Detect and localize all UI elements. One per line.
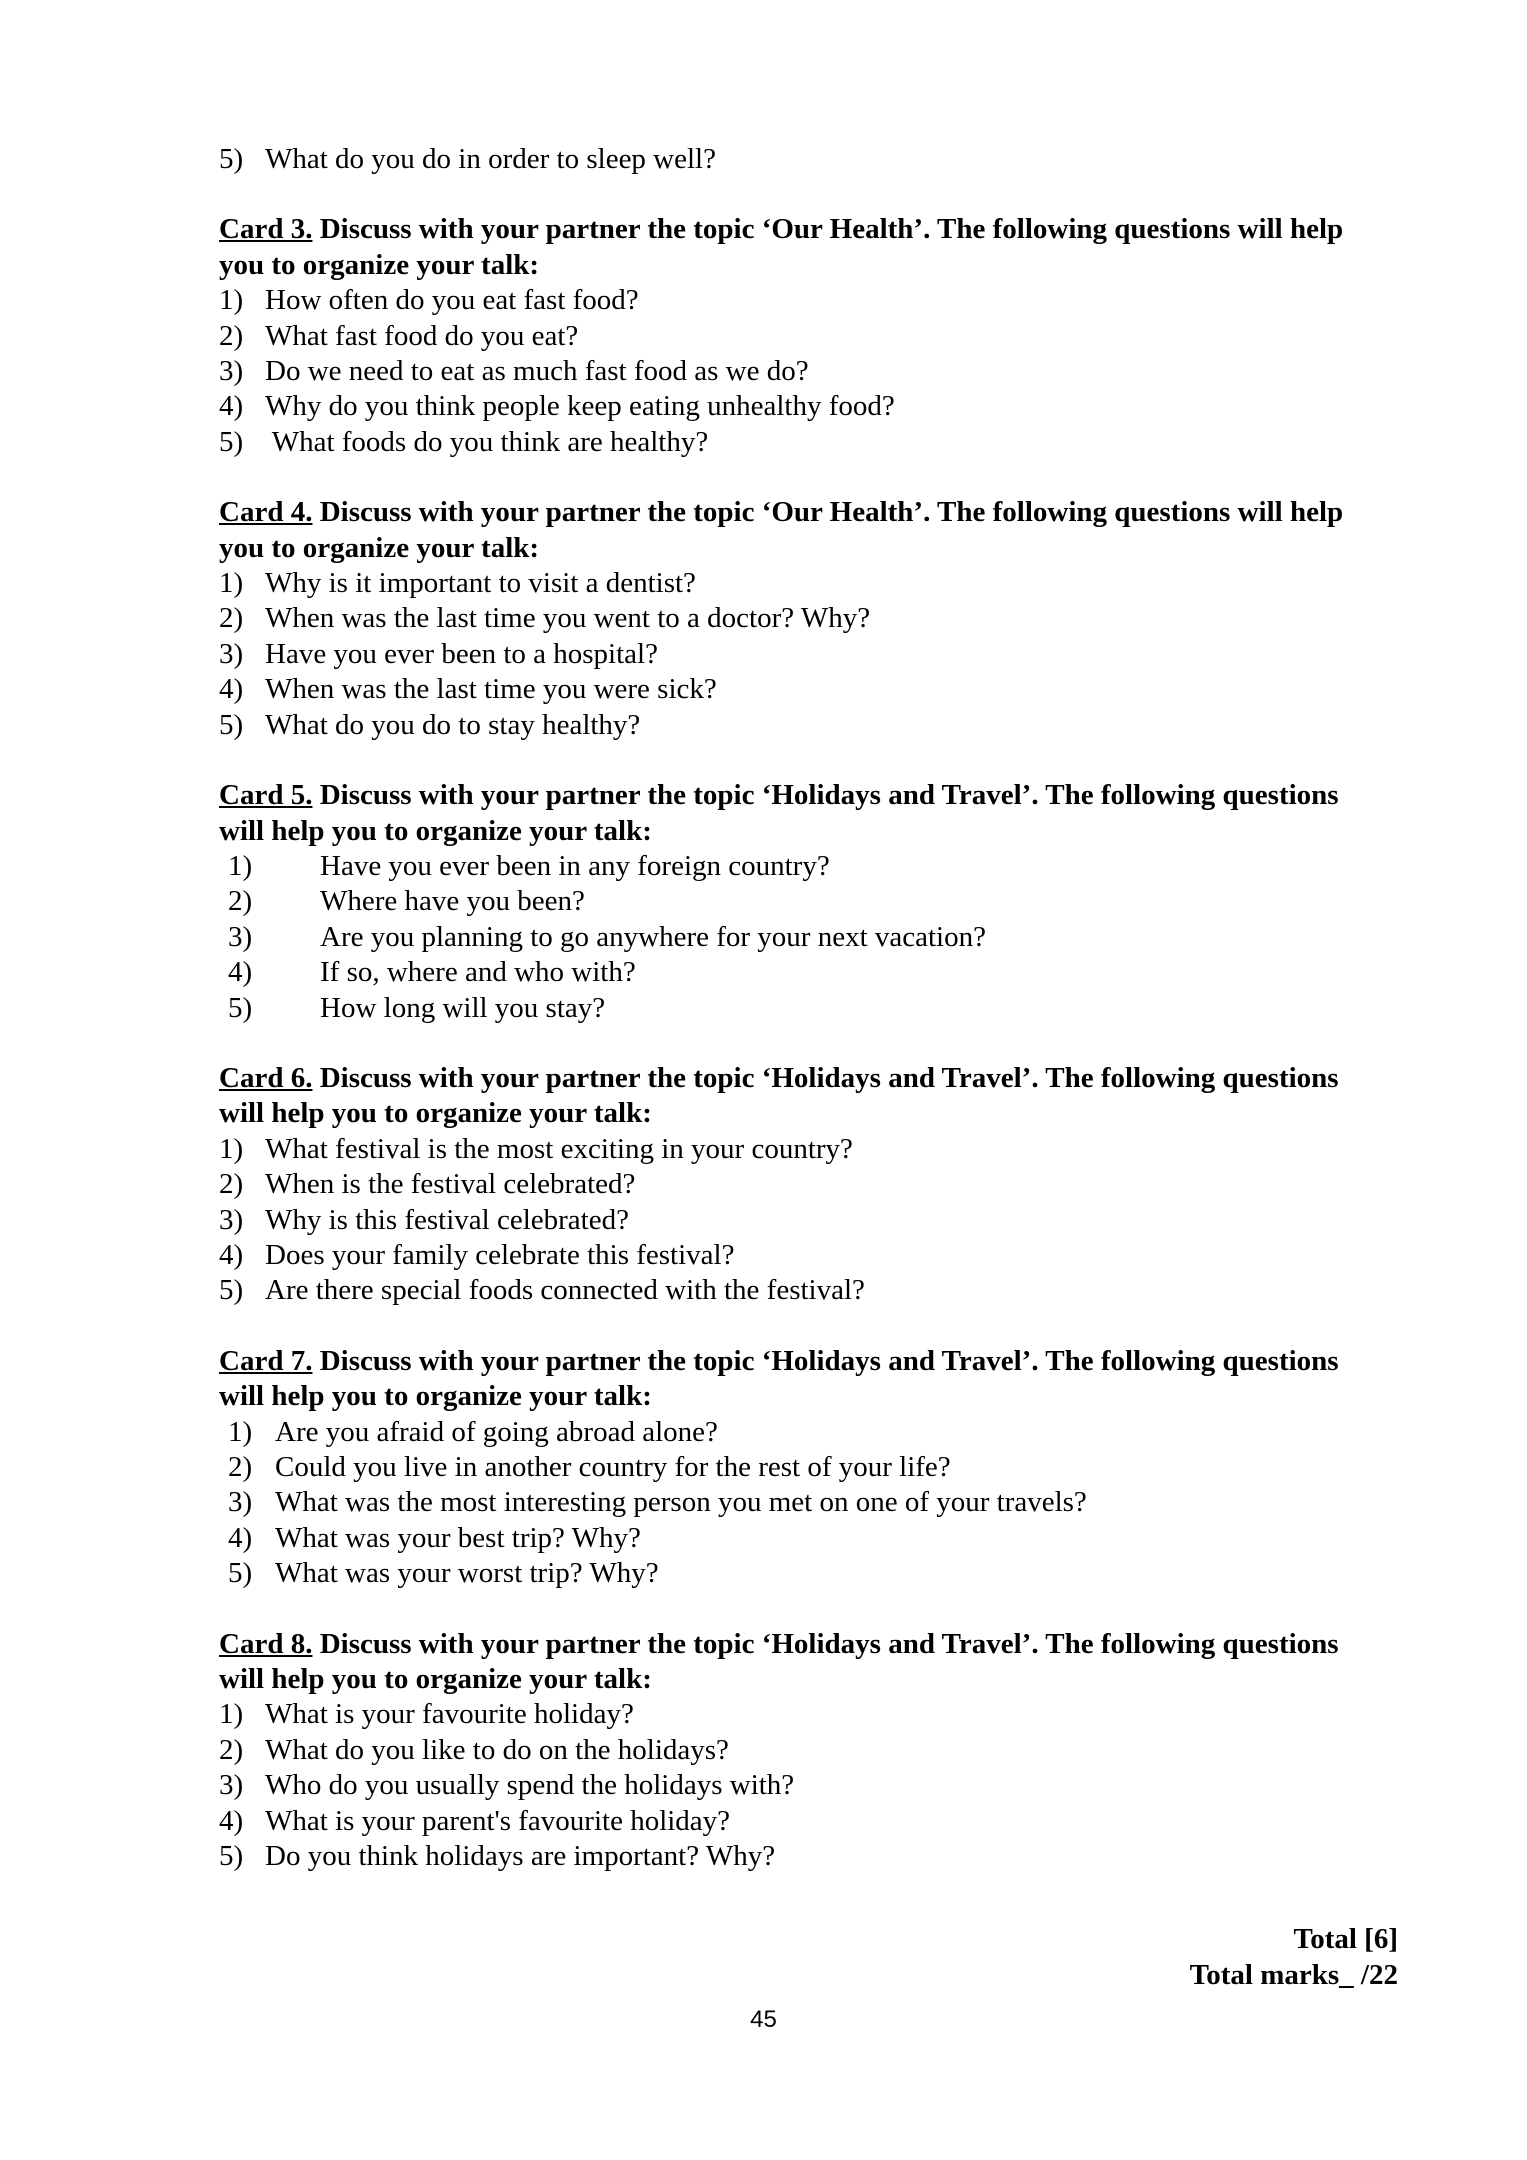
- question-number: 3): [228, 1486, 253, 1519]
- question-text: Could you live in another country for the rest of your life?: [275, 1451, 951, 1483]
- question-text: What was your best trip? Why?: [275, 1521, 641, 1554]
- question-text: What is your parent's favourite holiday?: [265, 1804, 731, 1837]
- question-text: When was the last time you were sick?: [265, 673, 717, 706]
- question-number: 1): [228, 1415, 253, 1448]
- question-text: Are there special foods connected with the festival?: [265, 1274, 865, 1307]
- question-number: 2): [228, 1451, 253, 1483]
- card-8: [219, 1627, 1415, 1875]
- card-label: Card 6.: [219, 1061, 313, 1094]
- question-number: 5): [228, 1557, 253, 1590]
- card-label: Card 3.: [219, 213, 313, 246]
- question-item: [219, 637, 1415, 672]
- card-heading-line1: Discuss with your partner the topic ‘Holidays and Travel’. The following questions: [312, 1061, 1339, 1094]
- question-item: [219, 991, 1415, 1026]
- card-heading-line1: Discuss with your partner the topic ‘Our Health’. The following questions will help: [312, 496, 1344, 529]
- question-item: [219, 1273, 1415, 1308]
- card-5: [219, 778, 1415, 1026]
- document-body: [219, 142, 1415, 1874]
- question-text: What fast food do you eat?: [265, 319, 579, 352]
- question-text: What festival is the most exciting in your country?: [265, 1132, 853, 1165]
- question-text: Where have you been?: [320, 885, 585, 918]
- question-number: 1): [219, 284, 244, 317]
- question-number: 4): [219, 390, 244, 423]
- question-text: Does your family celebrate this festival?: [265, 1238, 735, 1271]
- question-item: [219, 1485, 1415, 1520]
- question-number: 3): [219, 1769, 244, 1802]
- question-text: What do you do to stay healthy?: [265, 708, 641, 741]
- question-number: 3): [219, 1203, 244, 1236]
- card-label: Card 4.: [219, 496, 313, 529]
- question-number: 3): [228, 920, 253, 953]
- card-3: [219, 212, 1415, 460]
- question-number: 5): [228, 991, 253, 1024]
- question-item: [219, 1450, 1415, 1485]
- question-item: [219, 1733, 1415, 1768]
- card-heading: [219, 778, 1415, 849]
- card-heading: [219, 1061, 1415, 1132]
- question-text: Do we need to eat as much fast food as we do?: [265, 355, 809, 388]
- question-text: When was the last time you went to a doctor? Why?: [265, 602, 871, 635]
- totals-block: [1190, 1921, 1398, 1993]
- card-heading-line2: will help you to organize your talk:: [219, 1097, 652, 1130]
- question-number: 2): [228, 885, 253, 918]
- card-heading-line2: you to organize your talk:: [219, 248, 540, 281]
- total-marks: Total marks_ /22: [1189, 1959, 1398, 1991]
- question-number: 4): [228, 956, 253, 989]
- question-number: 5): [219, 1840, 244, 1873]
- question-item: [219, 920, 1415, 955]
- question-number: 4): [219, 673, 244, 706]
- question-text: What foods do you think are healthy?: [265, 425, 709, 458]
- question-number: 4): [219, 1238, 244, 1271]
- question-number: 1): [219, 1698, 244, 1731]
- question-item: [219, 672, 1415, 707]
- card-label: Card 8.: [219, 1627, 313, 1660]
- question-item: [219, 425, 1415, 460]
- question-text: What do you like to do on the holidays?: [265, 1733, 729, 1766]
- question-item: [219, 1556, 1415, 1591]
- question-number: 5): [219, 143, 244, 175]
- question-text: Why is this festival celebrated?: [265, 1203, 629, 1236]
- card-heading: [219, 1627, 1415, 1698]
- question-number: 5): [219, 1274, 244, 1307]
- question-item: [219, 1521, 1415, 1556]
- question-text: Have you ever been to a hospital?: [265, 637, 658, 670]
- question-text: Are you afraid of going abroad alone?: [275, 1415, 718, 1448]
- card-label: Card 5.: [219, 779, 313, 812]
- question-number: 2): [219, 1733, 244, 1766]
- card-heading-line2: you to organize your talk:: [219, 531, 540, 564]
- card-heading-line2: will help you to organize your talk:: [219, 814, 652, 847]
- page-number: 45: [750, 2006, 777, 2033]
- question-item: [219, 1839, 1415, 1874]
- question-item: [219, 884, 1415, 919]
- question-item: [219, 1415, 1415, 1450]
- question-number: 3): [219, 637, 244, 670]
- card-7: [219, 1344, 1415, 1592]
- question-item: [219, 566, 1415, 601]
- question-number: 2): [219, 319, 244, 352]
- question-item: [219, 1132, 1415, 1167]
- question-number: 4): [228, 1521, 253, 1554]
- question-item: [219, 1697, 1415, 1732]
- question-text: What is your favourite holiday?: [265, 1698, 634, 1731]
- card-heading: [219, 1344, 1415, 1415]
- question-item: [219, 1167, 1415, 1202]
- intro-question: [219, 142, 1415, 177]
- question-number: 1): [228, 849, 253, 882]
- question-number: 2): [219, 1168, 244, 1201]
- question-item: [219, 1804, 1415, 1839]
- question-text: What was your worst trip? Why?: [275, 1557, 659, 1590]
- card-heading-line1: Discuss with your partner the topic ‘Our Health’. The following questions will help: [312, 213, 1344, 246]
- question-text: If so, where and who with?: [320, 956, 636, 989]
- question-text: Why do you think people keep eating unhealthy food?: [265, 390, 895, 423]
- question-text: What do you do in order to sleep well?: [265, 143, 716, 175]
- card-heading-line1: Discuss with your partner the topic ‘Holidays and Travel’. The following questions: [312, 1627, 1339, 1660]
- question-number: 1): [219, 1132, 244, 1165]
- card-heading-line1: Discuss with your partner the topic ‘Holidays and Travel’. The following questions: [312, 779, 1339, 812]
- question-item: [219, 601, 1415, 636]
- question-item: [219, 955, 1415, 990]
- card-heading-line1: Discuss with your partner the topic ‘Holidays and Travel’. The following questions: [312, 1344, 1339, 1377]
- question-item: [219, 849, 1415, 884]
- question-item: [219, 389, 1415, 424]
- card-label: Card 7.: [219, 1344, 313, 1377]
- question-number: 4): [219, 1804, 244, 1837]
- question-number: 3): [219, 355, 244, 388]
- question-text: When is the festival celebrated?: [265, 1168, 636, 1201]
- question-number: 5): [219, 708, 244, 741]
- question-text: Are you planning to go anywhere for your next vacation?: [320, 920, 986, 953]
- question-text: Have you ever been in any foreign country?: [320, 849, 830, 882]
- question-number: 5): [219, 425, 244, 458]
- question-item: [219, 319, 1415, 354]
- question-text: Do you think holidays are important? Why?: [265, 1840, 776, 1873]
- card-heading: [219, 495, 1415, 566]
- question-text: How often do you eat fast food?: [265, 284, 639, 317]
- card-4: [219, 495, 1415, 743]
- question-text: How long will you stay?: [320, 991, 606, 1024]
- question-item: [219, 1203, 1415, 1238]
- total-score: Total [6]: [1293, 1923, 1398, 1955]
- question-item: [219, 1238, 1415, 1273]
- card-6: [219, 1061, 1415, 1309]
- question-item: [219, 1768, 1415, 1803]
- card-heading: [219, 212, 1415, 283]
- question-number: 2): [219, 602, 244, 635]
- question-text: Why is it important to visit a dentist?: [265, 567, 696, 600]
- card-heading-line2: will help you to organize your talk:: [219, 1380, 652, 1413]
- question-number: 1): [219, 567, 244, 600]
- card-heading-line2: will help you to organize your talk:: [219, 1663, 652, 1696]
- question-text: Who do you usually spend the holidays with?: [265, 1769, 795, 1802]
- question-item: [219, 708, 1415, 743]
- question-item: [219, 283, 1415, 318]
- question-item: [219, 354, 1415, 389]
- question-text: What was the most interesting person you met on one of your travels?: [275, 1486, 1087, 1519]
